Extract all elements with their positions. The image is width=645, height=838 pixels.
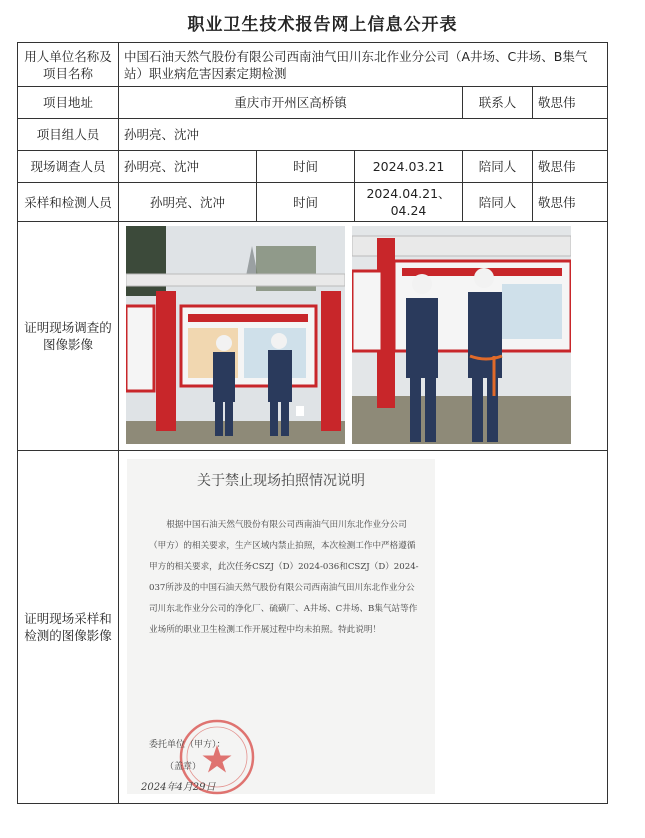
survey-escort-value: 敬思伟 <box>533 151 608 183</box>
survey-escort-label: 陪同人 <box>463 151 533 183</box>
contact-label: 联系人 <box>463 87 533 119</box>
survey-time-value: 2024.03.21 <box>355 151 463 183</box>
sampling-escort-label: 陪同人 <box>463 183 533 222</box>
sampling-time-value: 2024.04.21、04.24 <box>355 183 463 222</box>
sampling-photos-row <box>18 451 608 804</box>
sampling-escort-value: 敬思伟 <box>533 183 608 222</box>
info-table <box>17 42 608 804</box>
sampling-value: 孙明亮、沈冲 <box>119 183 257 222</box>
survey-photos-cell <box>119 222 608 451</box>
sampling-row <box>18 183 608 222</box>
survey-photo-1 <box>126 226 345 444</box>
employer-label: 用人单位名称及项目名称 <box>18 43 119 87</box>
notice-body: 根据中国石油天然气股份有限公司西南油气田川东北作业分公司（甲方）的相关要求，生产区域内禁止拍照，本次检测工作中严格遵循甲方的相关要求，此次任务CSZJ（D）2024-036和CSZJ（D）2024-037所涉及的中国石油天然气股份有限公司西南油气田川东北作业分公司川东北作业分公司的净化厂、硫磺厂、A井场、C井场、B集气站等作业场所的职业卫生检测工作开展过程中均未拍照。特此说明！ <box>149 520 419 635</box>
address-row <box>18 87 608 119</box>
survey-photo-2 <box>352 226 571 444</box>
notice-date: 2024年4月29日 <box>141 782 216 793</box>
survey-label: 现场调查人员 <box>18 151 119 183</box>
team-value: 孙明亮、沈冲 <box>119 119 608 151</box>
employer-row <box>18 43 608 87</box>
notice-seal-note: （盖章） <box>165 762 202 772</box>
address-value: 重庆市开州区高桥镇 <box>119 87 463 119</box>
survey-time-label: 时间 <box>257 151 355 183</box>
survey-photo-1-image <box>126 226 345 444</box>
contact-value: 敬思伟 <box>533 87 608 119</box>
employer-value: 中国石油天然气股份有限公司西南油气田川东北作业分公司（A井场、C井场、B集气站）职业病危害因素定期检测 <box>119 43 608 87</box>
survey-photos-label: 证明现场调查的图像影像 <box>18 222 119 451</box>
survey-photo-2-image <box>352 226 571 444</box>
address-label: 项目地址 <box>18 87 119 119</box>
survey-photos-row <box>18 222 608 451</box>
sampling-label: 采样和检测人员 <box>18 183 119 222</box>
sampling-photos-label: 证明现场采样和检测的图像影像 <box>18 451 119 804</box>
sampling-photos-cell <box>119 451 608 804</box>
notice-signer: 委托单位（甲方）： <box>149 740 226 750</box>
page-title: 职业卫生技术报告网上信息公开表 <box>187 15 458 35</box>
prohibition-notice <box>127 459 435 794</box>
team-row <box>18 119 608 151</box>
team-label: 项目组人员 <box>18 119 119 151</box>
survey-row <box>18 151 608 183</box>
survey-value: 孙明亮、沈冲 <box>119 151 257 183</box>
notice-title: 关于禁止现场拍照情况说明 <box>197 473 365 489</box>
sampling-time-label: 时间 <box>257 183 355 222</box>
